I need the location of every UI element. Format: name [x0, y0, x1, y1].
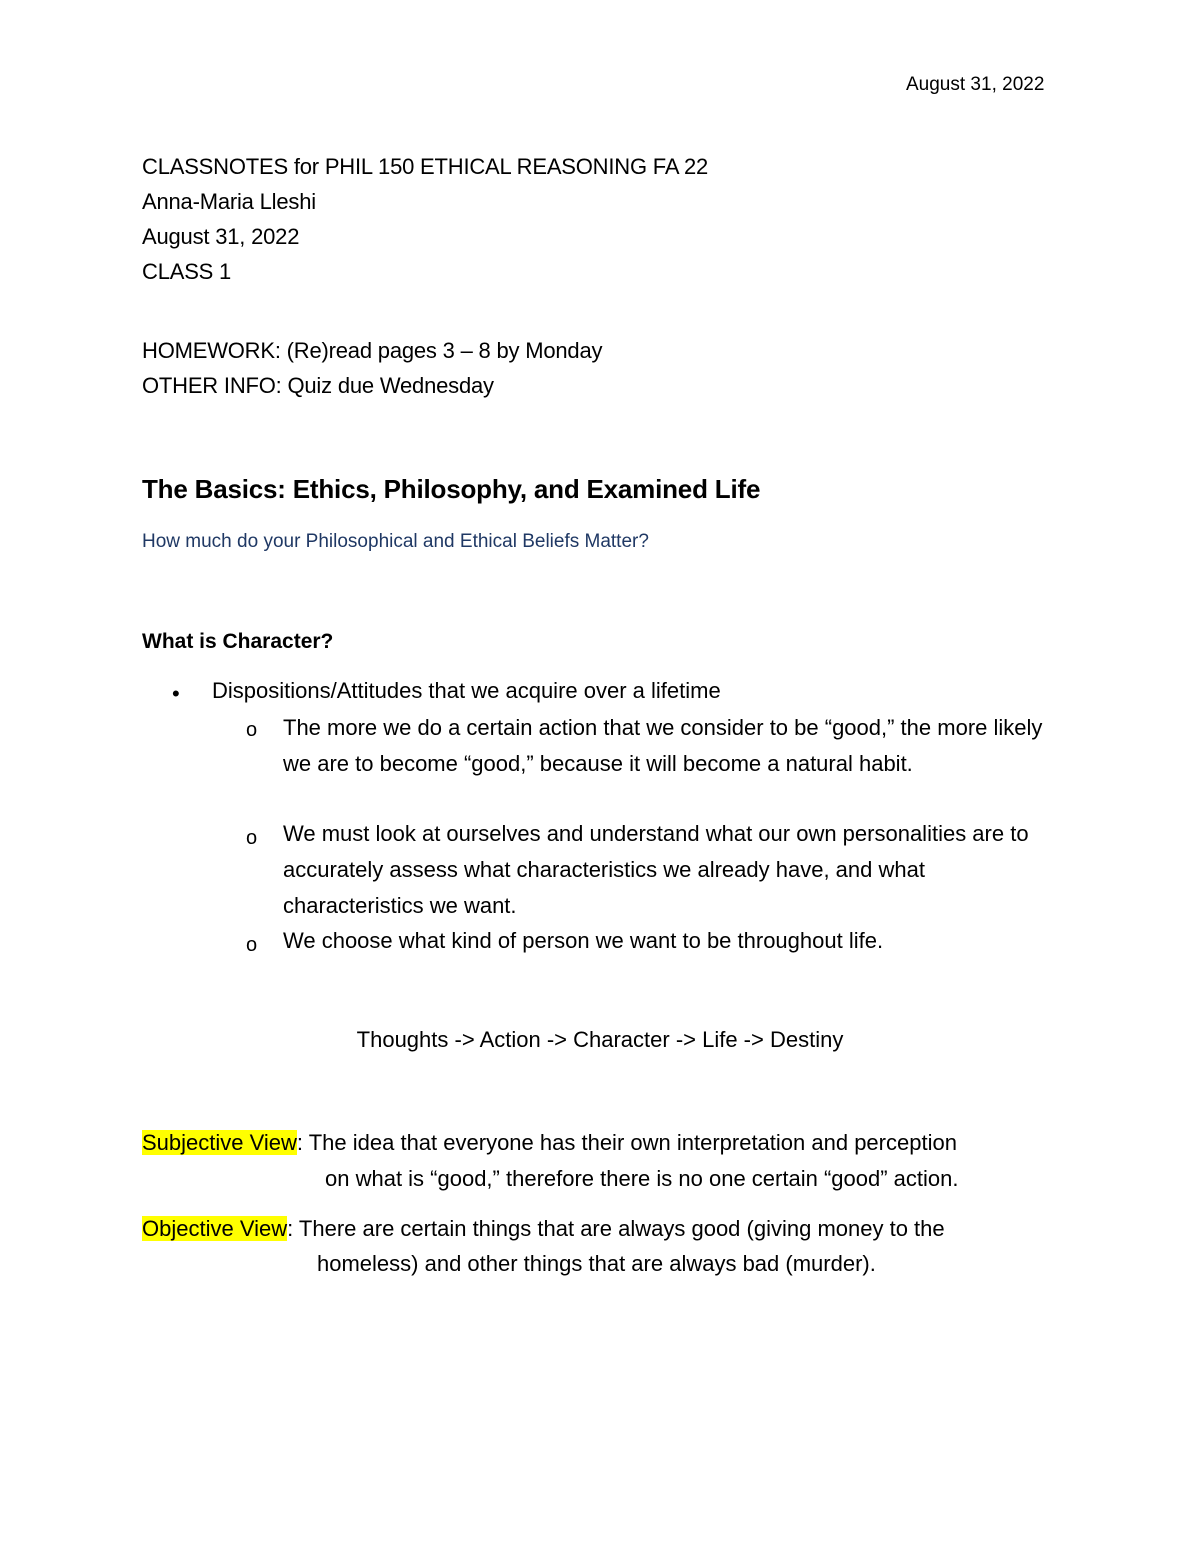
section-title: The Basics: Ethics, Philosophy, and Examined Life	[142, 474, 761, 504]
class-label: CLASS 1	[142, 259, 232, 284]
sub-item-2: We must look at ourselves and understand what our own personalities are to accurately assess what characteristics we already have, and what characteristics we want.	[283, 821, 1029, 918]
subjective-view-term: Subjective View	[142, 1130, 297, 1155]
other-info-line: OTHER INFO: Quiz due Wednesday	[142, 373, 494, 398]
subjective-view-line1	[142, 1130, 957, 1156]
objective-view-text1: : There are certain things that are always good (giving money to the	[287, 1216, 945, 1241]
sub-item-1: The more we do a certain action that we consider to be “good,” the more likely we are to become “good,” because it will become a natural habit.	[283, 715, 1043, 776]
sub-item-3: We choose what kind of person we want to be throughout life.	[283, 928, 884, 953]
header-date: August 31, 2022	[906, 74, 1045, 95]
section-subtitle: How much do your Philosophical and Ethical Beliefs Matter?	[142, 531, 649, 552]
character-heading: What is Character?	[142, 630, 334, 653]
subjective-view-text1: : The idea that everyone has their own interpretation and perception	[296, 1130, 957, 1155]
bullet-item: Dispositions/Attitudes that we acquire over a lifetime	[212, 678, 721, 703]
homework-line: HOMEWORK: (Re)read pages 3 – 8 by Monday	[142, 338, 603, 363]
sub-bullet-icon: o	[246, 719, 258, 741]
sub-bullet-icon: o	[246, 934, 258, 956]
flow-line: Thoughts -> Action -> Character -> Life -> Destiny	[356, 1027, 844, 1052]
course-line: CLASSNOTES for PHIL 150 ETHICAL REASONING FA 22	[142, 154, 709, 179]
objective-view-line1	[142, 1216, 945, 1242]
author-line: Anna-Maria Lleshi	[142, 189, 316, 214]
subjective-view-line2: on what is “good,” therefore there is no one certain “good” action.	[325, 1166, 959, 1191]
objective-view-line2: homeless) and other things that are always bad (murder).	[317, 1251, 876, 1276]
objective-view-term: Objective View	[142, 1216, 288, 1241]
date-line: August 31, 2022	[142, 224, 300, 249]
bullet-icon: •	[172, 681, 180, 706]
sub-bullet-icon: o	[246, 827, 258, 849]
